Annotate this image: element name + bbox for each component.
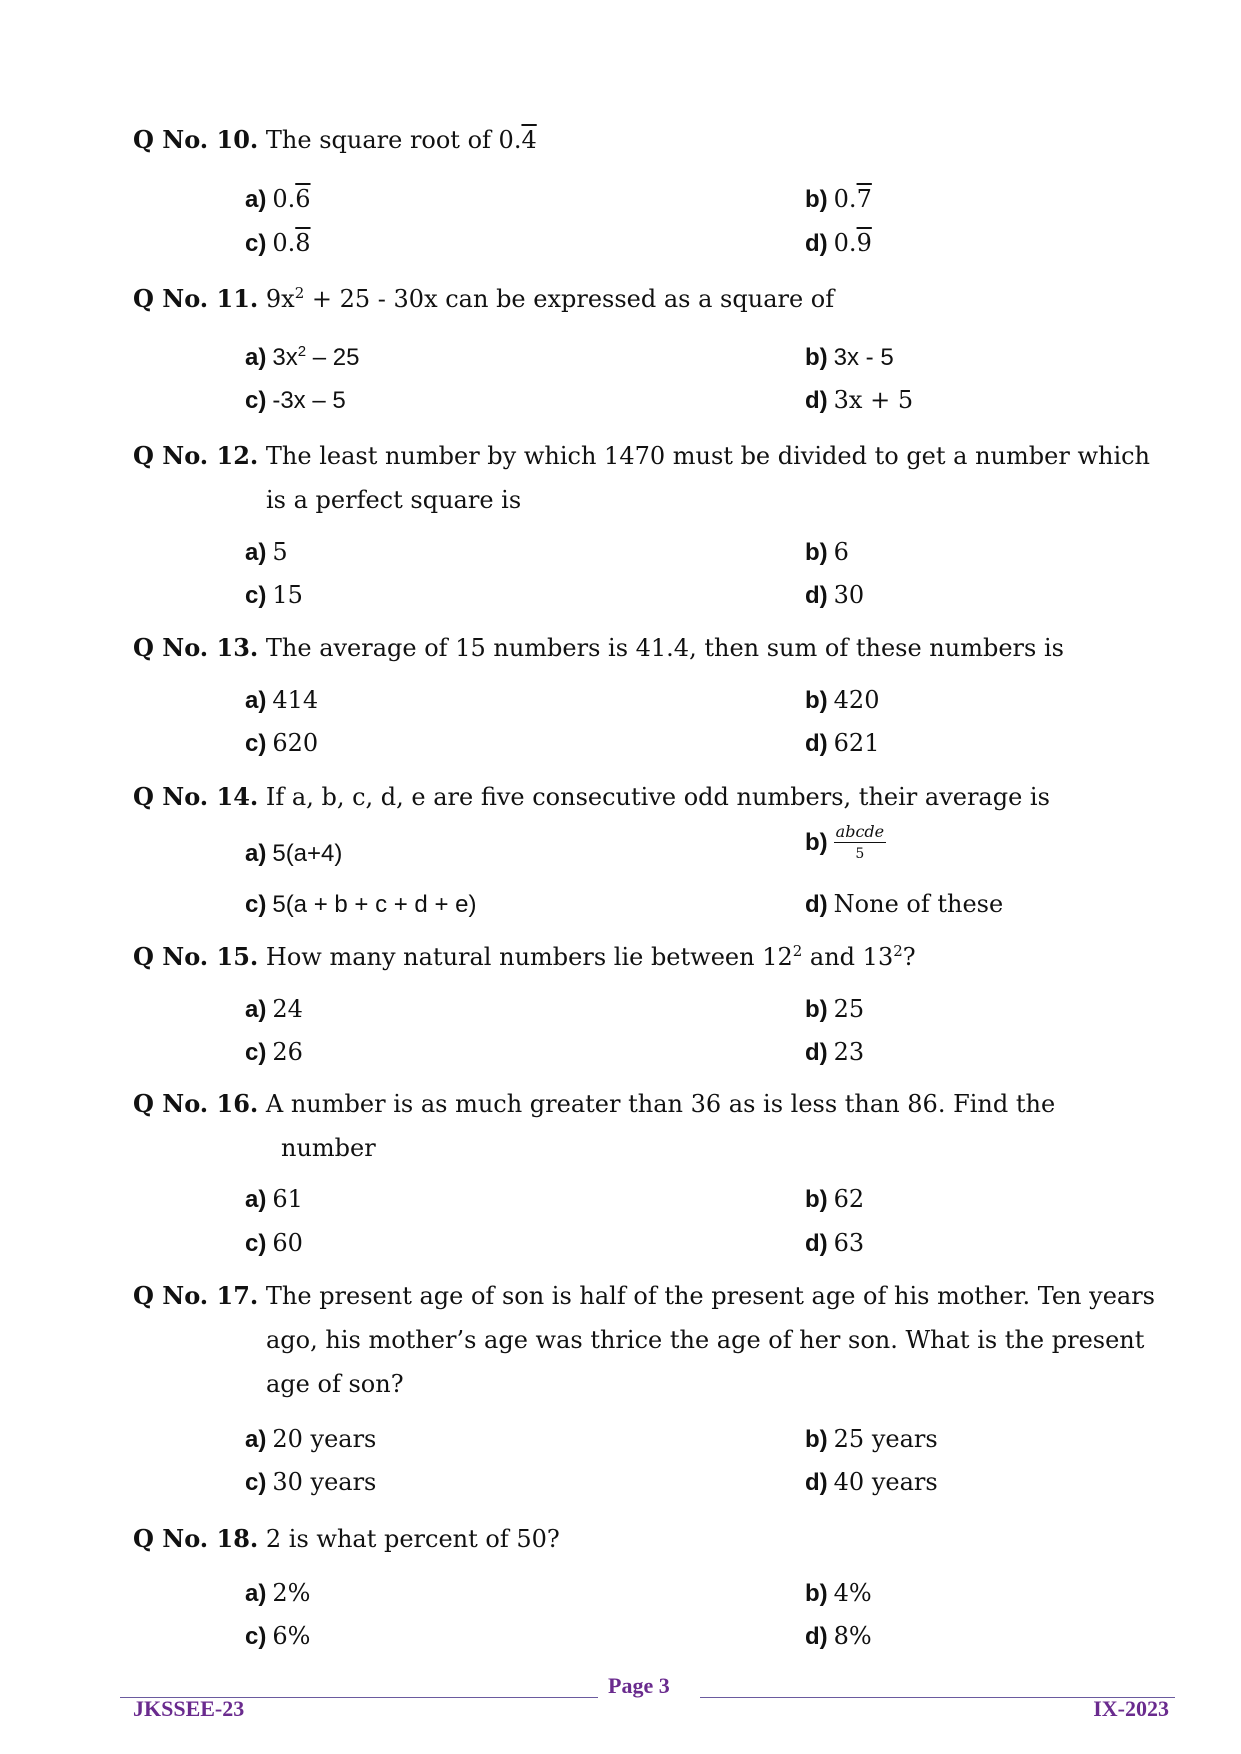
option-d[interactable]: d) 0.9 — [805, 229, 872, 257]
question-number: Q No. 17. — [133, 1281, 259, 1310]
option-c[interactable]: c) 5(a + b + c + d + e) — [245, 891, 477, 918]
option-b[interactable]: b) 25 — [805, 995, 865, 1023]
question-text: The least number by which 1470 must be divided to get a number which — [265, 442, 1151, 470]
question-text: How many natural numbers lie between $12^2$ and $13^2$? — [265, 942, 916, 971]
question-text: $9x^2 + 25 - 30x$ can be expressed as a square of — [265, 284, 835, 313]
option-c[interactable]: c) 0.8 — [245, 229, 311, 257]
option-a[interactable]: a) 5(a+4) — [245, 840, 343, 867]
question-12 — [133, 434, 1178, 522]
question-text-continued: number — [281, 1134, 376, 1162]
page-number: Page 3 — [608, 1673, 670, 1698]
option-c[interactable]: c) 620 — [245, 729, 319, 757]
footer-right-label: IX-2023 — [1093, 1696, 1169, 1721]
option-a[interactable]: a) 20 years — [245, 1425, 377, 1453]
question-13 — [133, 626, 1178, 670]
option-a[interactable]: a) 414 — [245, 686, 319, 714]
fraction: $\frac{\text{abcde}}{5}$ — [835, 822, 885, 862]
option-d[interactable]: d) 8% — [805, 1622, 872, 1650]
question-text: The square root of 0.4 — [265, 126, 537, 154]
option-d[interactable]: d) 23 — [805, 1038, 865, 1066]
question-number: Q No. 16. — [133, 1089, 259, 1118]
option-a[interactable]: a) 5 — [245, 538, 288, 566]
question-number: Q No. 18. — [133, 1524, 259, 1553]
question-10 — [133, 118, 1178, 162]
question-text-continued: age of son? — [266, 1370, 404, 1398]
option-c[interactable]: c) -3x – 5 — [245, 387, 346, 414]
option-d[interactable]: d) None of these — [805, 890, 1004, 918]
option-a[interactable]: a) 0.6 — [245, 185, 311, 213]
option-b[interactable]: b) 3x - 5 — [805, 344, 894, 371]
option-c[interactable]: c) 60 — [245, 1229, 303, 1257]
option-b[interactable]: b) 420 — [805, 686, 880, 714]
option-a[interactable]: a) $3x^2 - 25$ — [245, 343, 360, 371]
option-d[interactable]: d) 30 — [805, 581, 865, 609]
question-14 — [133, 775, 1178, 819]
option-c[interactable]: c) 6% — [245, 1622, 311, 1650]
option-b[interactable]: b) 4% — [805, 1579, 872, 1607]
option-c[interactable]: c) 15 — [245, 581, 303, 609]
option-a[interactable]: a) 61 — [245, 1185, 303, 1213]
question-18 — [133, 1517, 1178, 1561]
option-d[interactable]: d) 40 years — [805, 1468, 938, 1496]
question-text: The average of 15 numbers is 41.4, then sum of these numbers is — [265, 634, 1064, 662]
question-number: Q No. 11. — [133, 284, 259, 313]
question-text-continued: ago, his mother’s age was thrice the age of her son. What is the present — [266, 1326, 1145, 1354]
option-b[interactable]: b) $\frac{\text{abcde}}{5}$ — [805, 822, 885, 862]
question-number: Q No. 10. — [133, 125, 259, 154]
option-b[interactable]: b) 6 — [805, 538, 849, 566]
question-15 — [133, 935, 1178, 979]
question-number: Q No. 14. — [133, 782, 259, 811]
option-c[interactable]: c) 26 — [245, 1038, 303, 1066]
option-b[interactable]: b) 0.7 — [805, 185, 872, 213]
option-a[interactable]: a) 2% — [245, 1579, 311, 1607]
question-text: If a, b, c, d, e are five consecutive odd numbers, their average is — [265, 783, 1050, 811]
option-d[interactable]: d) 3x + 5 — [805, 386, 914, 414]
question-number: Q No. 12. — [133, 441, 259, 470]
option-d[interactable]: d) 63 — [805, 1229, 865, 1257]
question-number: Q No. 15. — [133, 942, 259, 971]
footer-left-label: JKSSEE-23 — [133, 1696, 245, 1721]
option-b[interactable]: b) 25 years — [805, 1425, 938, 1453]
question-number: Q No. 13. — [133, 633, 259, 662]
question-text: A number is as much greater than 36 as is less than 86. Find the — [265, 1090, 1056, 1118]
option-d[interactable]: d) 621 — [805, 729, 880, 757]
question-text-continued: is a perfect square is — [266, 486, 522, 514]
option-a[interactable]: a) 24 — [245, 995, 303, 1023]
question-text: 2 is what percent of 50? — [265, 1525, 560, 1553]
question-11 — [133, 277, 1178, 321]
option-c[interactable]: c) 30 years — [245, 1468, 377, 1496]
question-17 — [133, 1274, 1178, 1406]
question-16 — [133, 1082, 1178, 1170]
option-b[interactable]: b) 62 — [805, 1185, 865, 1213]
question-text: The present age of son is half of the present age of his mother. Ten years — [265, 1282, 1155, 1310]
